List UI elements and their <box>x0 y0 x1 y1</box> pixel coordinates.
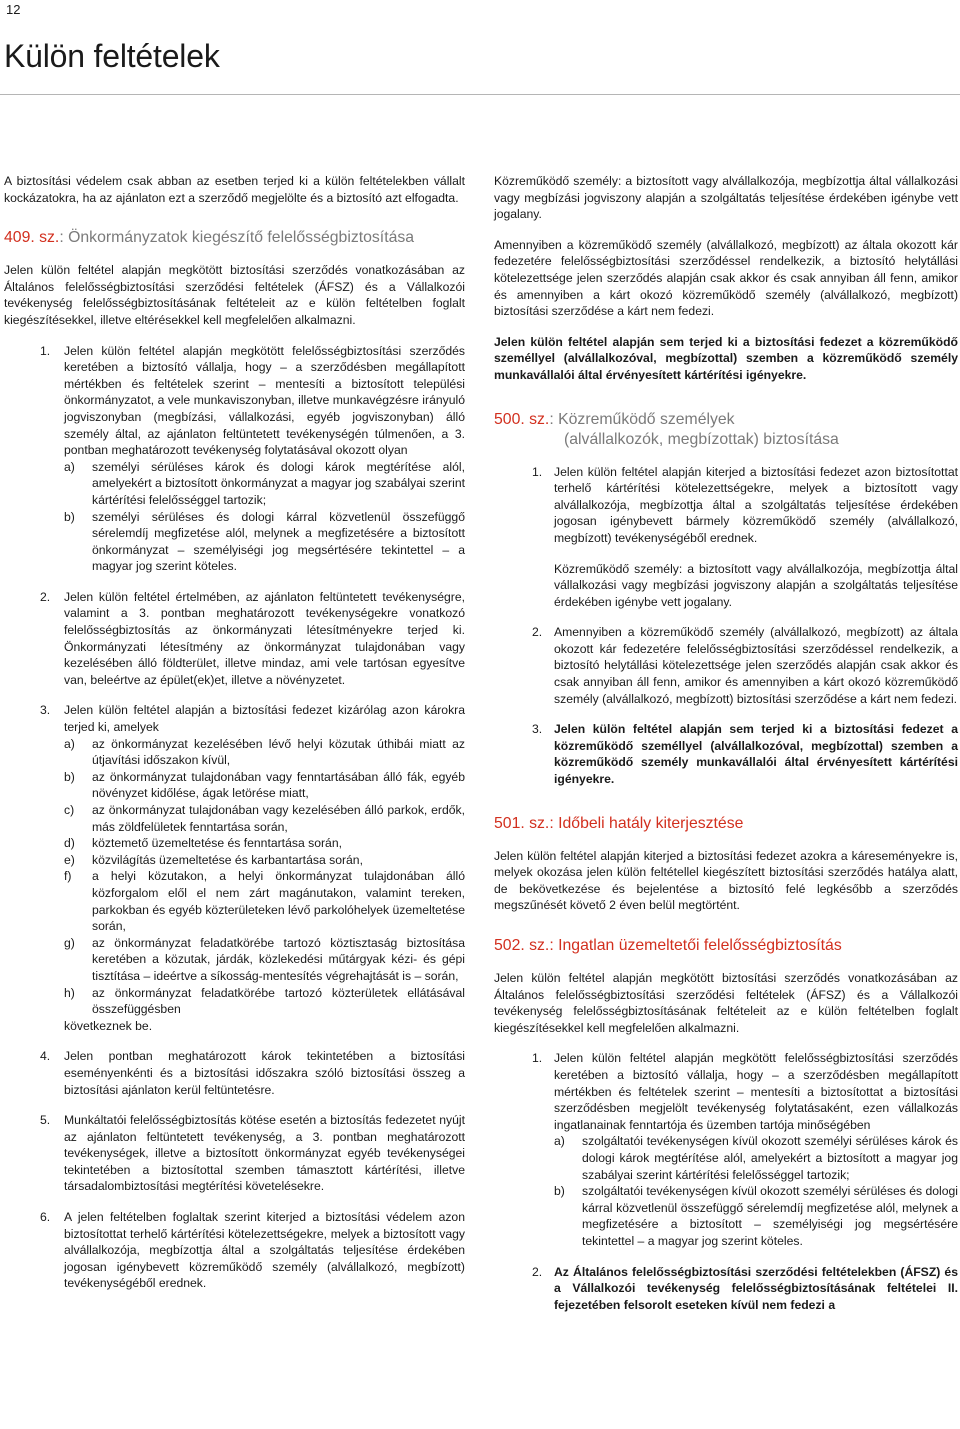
sub-item-a <box>4 736 465 769</box>
title-divider <box>0 94 960 95</box>
item-number: 3. <box>40 703 51 718</box>
item-text: Jelen külön feltétel alapján sem terjed ki a biztosítási fedezet a közreműködő személlyel (alvállalkozóval, megbízottal) szemben a közreműködő személy munkavállalói által érvényesített kártérítési igényekre. <box>554 722 958 787</box>
sub-item-letter: b) <box>64 509 75 524</box>
item-text: Jelen külön feltétel alapján kiterjed a biztosítási fedezet azon biztosítottat terhelő kártérítési kötelezettségekre, melyek a biztosított vagy alvállalkozója, megbízottja által a szolgáltatás teljesítése érdekében jogosan igénybevett bármely közreműködő személy (alvállalkozó, megbízott) tevékenységéből erednek. <box>554 464 958 545</box>
section-501-heading <box>494 814 958 834</box>
page-number: 12 <box>6 2 21 17</box>
sub-item-text: szolgáltatói tevékenységen kívül okozott személyi sérüléses és dologi kárral közvetlenül összefüggő sérelemdíj megfizetése alól, melynek a megfizetésére a biztosított – személyiségi jog megsértésére tekintettel – a magyar jog szerint köteles. <box>582 1184 958 1248</box>
right-column <box>494 173 958 1313</box>
section-500-item-1 <box>494 464 958 611</box>
item-text: Jelen külön feltétel alapján a biztosítási fedezet kizárólag azon károkra terjed ki, amelyek <box>64 703 465 735</box>
item-number: 2. <box>532 1264 543 1279</box>
item-text: Jelen külön feltétel alapján megkötött felelősségbiztosítási szerződés keretében a biztosító vállalja, hogy – a szerződésben megállapított mértékben és feltételek szerint – mentesíti a biztosítottat a biztosítási szerződésben megjelölt tevékenység folytatásaként, ezen vállalkozás ingatlanainak fenntartója és üzemben tartója minőségében <box>554 1051 958 1132</box>
section-501-title: : Időbeli hatály kiterjesztése <box>549 814 744 832</box>
item-number: 1. <box>40 343 51 358</box>
section-409-item-5 <box>4 1112 465 1195</box>
section-409-item-4 <box>4 1048 465 1098</box>
sub-item-letter: f) <box>64 869 72 884</box>
section-409-item-3 <box>4 702 465 1034</box>
section-409-number: 409. sz. <box>4 229 60 247</box>
sub-item-letter: b) <box>554 1184 565 1199</box>
item-number: 1. <box>532 464 543 479</box>
sub-item-b <box>4 769 465 802</box>
sub-item-letter: d) <box>64 836 75 851</box>
section-500-number: 500. sz. <box>494 410 550 428</box>
section-409-item-1 <box>4 343 465 575</box>
sub-item-letter: e) <box>64 852 75 867</box>
sub-item-g <box>4 935 465 985</box>
item-number: 6. <box>40 1210 51 1225</box>
item-definition: Közreműködő személy: a biztosított vagy alvállalkozója, megbízottja által vállalkozási vagy megbízási jogviszony alapján a szolgáltatás teljesítése érdekében igénybe vett jogalany. <box>554 561 958 609</box>
contributor-definition: Közreműködő személy: a biztosított vagy alvállalkozója, megbízottja által vállalkozási vagy megbízási jogviszony alapján a szolgáltatás teljesítése érdekében igénybe vett jogalany. <box>494 174 958 222</box>
item-number: 3. <box>532 722 543 737</box>
section-502-item-2 <box>494 1264 958 1314</box>
sub-item-a <box>4 459 465 509</box>
section-409-item-6 <box>4 1209 465 1292</box>
sub-item-text: közvilágítás üzemeltetése és karbantartása során, <box>92 852 363 867</box>
sub-item-letter: g) <box>64 935 75 950</box>
sub-item-a <box>494 1133 958 1183</box>
item-number: 5. <box>40 1113 51 1128</box>
sub-item-text: személyi sérüléses és dologi kárral közvetlenül összefüggő sérelemdíj megfizetése alól, melynek a megfizetésére a biztosított önkormányzat – személyiségi jog megsértésére tekintettel – a magyar jog szerint köteles. <box>92 509 465 574</box>
item-tail-text: következnek be. <box>64 1018 153 1033</box>
left-column <box>4 173 465 1292</box>
sub-item-text: az önkormányzat kezelésében lévő helyi közutak úthibái miatt az útjavítási időszakon kívül, <box>92 736 465 768</box>
sub-item-letter: a) <box>554 1134 565 1149</box>
sub-item-text: az önkormányzat tulajdonában vagy fenntartásában álló fák, egyéb növényzet kidőlése, ágak letörése miatt, <box>92 769 465 801</box>
page-title: Külön feltételek <box>4 38 220 74</box>
sub-item-text: szolgáltatói tevékenységen kívül okozott személyi sérüléses károk és dologi károk megtérítése alól, amelyekért a biztosított a magyar jog szabályai szerint kártérítési felelősséggel tartozik; <box>582 1134 958 1182</box>
section-502-item-1 <box>494 1050 958 1249</box>
sub-item-d <box>4 835 465 852</box>
sub-item-e <box>4 852 465 869</box>
sub-item-c <box>4 802 465 835</box>
sub-item-text: a helyi közutakon, a helyi önkormányzat tulajdonában álló közforgalom elől el nem zárt magánutakon, valamint tereken, parkokban és egyéb közterületeken lévő parkolóhelyek üzemeltetése során, <box>92 869 465 934</box>
section-502-title: : Ingatlan üzemeltetői felelősségbiztosítás <box>549 937 842 954</box>
section-500-item-2 <box>494 624 958 707</box>
section-502-intro: Jelen külön feltétel alapján megkötött biztosítási szerződés vonatkozásában az Általános felelősségbiztosítási szerződési feltételek (ÁFSZ) és a Vállalkozói tevékenység felelősségbiztosításának feltételeit az e külön feltételben foglalt kiegészítésekkel kell megfelelően alkalmazni. <box>494 971 958 1035</box>
sub-item-text: személyi sérüléses károk és dologi károk megtérítése alól, amelyekért a biztosított önkormányzat a magyar jog szabályai szerint kártérítési felelősséggel tartozik; <box>92 459 465 507</box>
contributor-insurance-paragraph: Amennyiben a közreműködő személy (alvállalkozó, megbízott) az általa okozott kár fedezetére felelősségbiztosítási szerződéssel rendelkezik, a biztosító helytállási kötelezettsége jelen szerződés alapján csak akkor és csak annyiban áll fenn, amikor és amennyiben a kárt okozó közreműködő személy (alvállalkozó, megbízott) biztosítási szerződése a kárt nem fedezi. <box>494 237 958 319</box>
section-502-heading <box>494 936 958 956</box>
intro-paragraph: A biztosítási védelem csak abban az esetben terjed ki a külön feltételekben vállalt kockázatokra, ha az ajánlaton ezt a szerződő megjelölte és a biztosító azt elfogadta. <box>4 174 465 205</box>
item-text: Amennyiben a közreműködő személy (alvállalkozó, megbízott) az általa okozott kár fedezetére felelősségbiztosítási szerződéssel rendelkezik, a biztosító helytállási kötelezettsége jelen szerződés alapján csak akkor és csak annyiban áll fenn, amikor és amennyiben a kárt okozó közreműködő személy (alvállalkozó, megbízott) biztosítási szerződése a kárt nem fedezi. <box>554 625 958 706</box>
sub-item-letter: a) <box>64 736 75 751</box>
sub-item-b <box>494 1183 958 1249</box>
contributor-exclusion-paragraph: Jelen külön feltétel alapján sem terjed ki a biztosítási fedezet a közreműködő személlyel (alvállalkozóval, megbízottal) szemben a közreműködő személy munkavállalói által érvényesített kártérítési igényekre. <box>494 334 958 382</box>
sub-item-text: köztemető üzemeltetése és fenntartása során, <box>92 836 342 851</box>
sub-item-letter: c) <box>64 803 75 817</box>
item-number: 1. <box>532 1051 543 1066</box>
item-text: Munkáltatói felelősségbiztosítás kötése esetén a biztosítás fedezetet nyújt az ajánlaton feltüntetett tevékenység, a 3. pontban meghatározott tevékenységek, illetve a biztosított önkormányzat egyéb tevékenységei tekintetében a biztosítottal szemben támasztott kártérítési, illetve társadalombiztosítási megtérítési követelésekre. <box>64 1113 465 1194</box>
section-409-item-2 <box>4 589 465 689</box>
sub-item-letter: h) <box>64 985 75 1000</box>
sub-item-b <box>4 509 465 575</box>
sub-item-text: az önkormányzat tulajdonában vagy kezelésében álló parkok, erdők, más zöldfelületek fenntartása során, <box>92 803 465 834</box>
section-500-title: : Közreműködő személyek <box>549 410 735 428</box>
section-501-text: Jelen külön feltétel alapján kiterjed a biztosítási fedezet azokra a káreseményekre is, melyek okozása jelen külön feltétellel kiegészített biztosítási szerződés hatálya alatt, de bekövetkezése és bejelentése a biztosító felé legkésőbb a szerződés megszűnését követő 2 éven belül megtörtént. <box>494 848 958 913</box>
item-text: Jelen külön feltétel értelmében, az ajánlaton feltüntetett tevékenységre, valamint a 3. pontban meghatározott tevékenységekre vonatkozó felelősségbiztosítás az önkormányzati létesítményekre terjed ki. Önkormányzati létesítmény az önkormányzat tulajdonában vagy kezelésében álló földterület, illetve mindaz, ami vele tartósan egyesítve van, beleértve az épület(ek)et, illetve a növényzetet. <box>64 589 465 687</box>
section-502-number: 502. sz. <box>494 937 550 954</box>
item-text: Jelen külön feltétel alapján megkötött felelősségbiztosítási szerződés keretében a biztosító vállalja, hogy – a szerződésben megállapított mértékben és feltételek szerint – mentesíti a biztosított települési önkormányzatot, a vele munkaviszonyban, illetve munkavégzésre irányuló jogviszonyban (megbízási, vállalkozási, egyéb jogviszonyban) álló személy által, az ajánlaton feltüntetett tevékenységén túlmenően, a 3. pontban meghatározott tevékenység folytatásával okozott olyan <box>64 343 465 458</box>
item-text: A jelen feltételben foglaltak szerint kiterjed a biztosítási védelem azon biztosítottat terhelő kártérítési kötelezettségekre, melyek a biztosított vagy alvállalkozója, megbízottja által a szolgáltatás teljesítése érdekében jogosan igénybevett közreműködő személy (alvállalkozó, megbízott) tevékenységéből erednek. <box>64 1210 465 1291</box>
sub-item-letter: b) <box>64 769 75 784</box>
section-500-subtitle: (alvállalkozók, megbízottak) biztosítása <box>564 430 839 448</box>
sub-item-h <box>4 985 465 1018</box>
sub-item-f <box>4 868 465 934</box>
sub-item-letter: a) <box>64 459 75 474</box>
item-text: Jelen pontban meghatározott károk tekintetében a biztosítási eseményenkénti és a biztosítási időszakra szóló biztosítási összeg a biztosítási ajánlaton kerül feltüntetésre. <box>64 1049 465 1097</box>
item-number: 2. <box>40 589 51 604</box>
section-409-intro: Jelen külön feltétel alapján megkötött biztosítási szerződés vonatkozásában az Általános felelősségbiztosítási szerződési feltételek (ÁFSZ) és a Vállalkozói tevékenység felelősségbiztosításának feltételeit az e külön feltételben foglalt kiegészítésekkel, illetve eltérésekkel kell megfelelően alkalmazni. <box>4 263 465 327</box>
sub-item-text: az önkormányzat feladatkörébe tartozó közterületek ellátásával összefüggésben <box>92 985 465 1017</box>
item-number: 4. <box>40 1049 51 1064</box>
section-500-heading <box>494 410 958 430</box>
section-409-title: : Önkormányzatok kiegészítő felelősségbiztosítása <box>59 229 415 247</box>
sub-item-text: az önkormányzat feladatkörébe tartozó köztisztaság biztosítása keretében a közutak, járdák, közlekedési műtárgyak kézi- és gépi tisztítása – ideértve a síkosság-mentesítés végrehajtását is – során, <box>92 935 465 983</box>
section-500-item-3 <box>494 721 958 787</box>
section-409-heading <box>4 228 465 248</box>
section-501-number: 501. sz. <box>494 814 550 832</box>
item-text: Az Általános felelősségbiztosítási szerződési feltételekben (ÁFSZ) és a Vállalkozói tevékenység felelősségbiztosításának feltételei II. fejezetében felsorolt eseteken kívül nem fedezi a <box>554 1264 958 1312</box>
item-number: 2. <box>532 625 543 640</box>
